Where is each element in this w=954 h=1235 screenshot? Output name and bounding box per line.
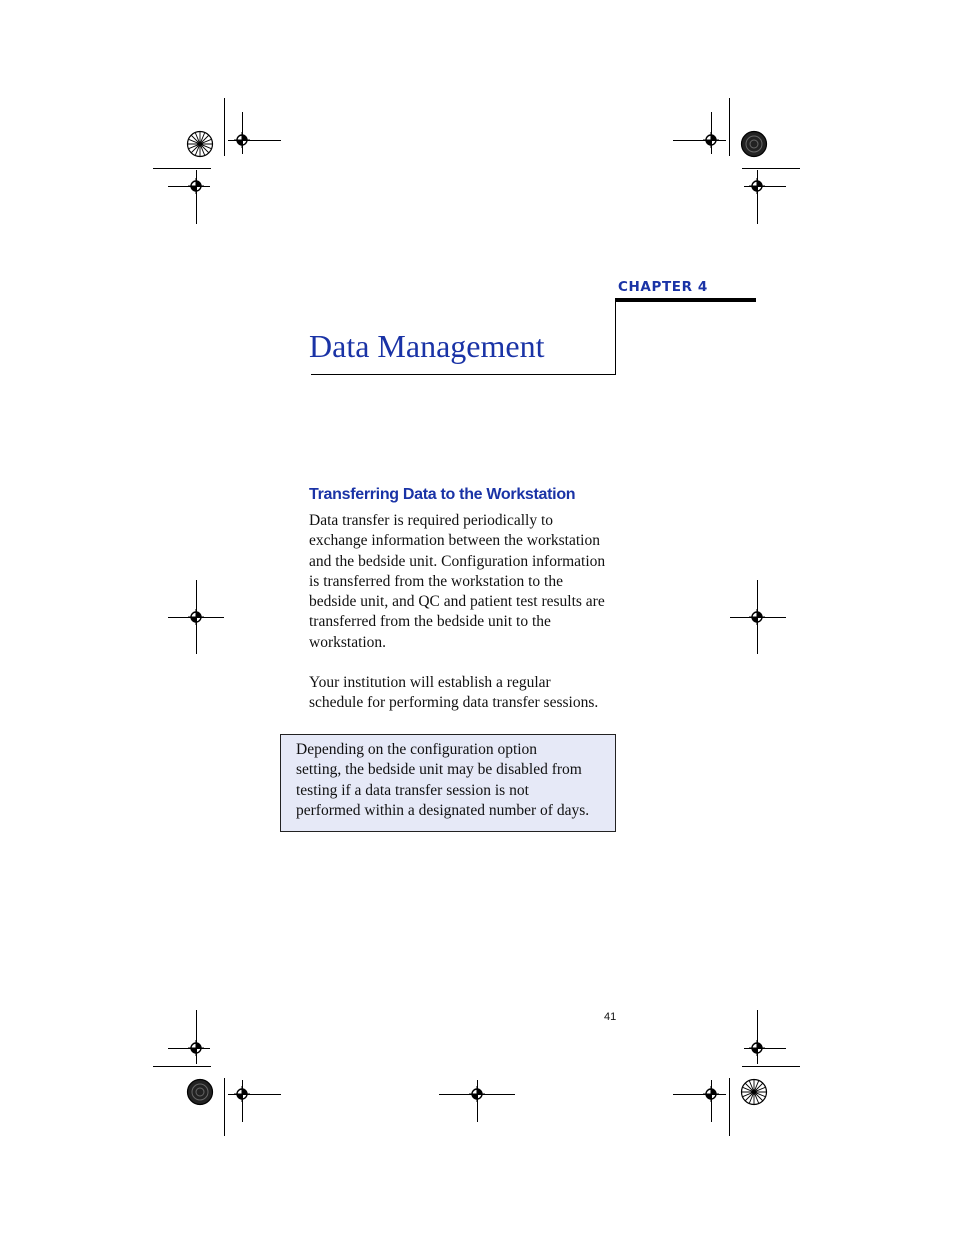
- crop-mark: [742, 168, 800, 169]
- text-line: transferred from the bedside unit to the: [309, 613, 551, 631]
- crop-mark: [153, 168, 211, 169]
- crop-mark: [153, 1066, 211, 1067]
- text-line: is transferred from the workstation to the: [309, 572, 563, 590]
- chapter-label: CHAPTER 4: [618, 279, 708, 295]
- text-line: setting, the bedside unit may be disabled from: [296, 761, 582, 779]
- text-line: Data transfer is required periodically to: [309, 512, 554, 529]
- note-text: [296, 740, 589, 821]
- text-line: exchange information between the workstation: [309, 532, 600, 550]
- registration-mark-icon: [234, 132, 250, 148]
- registration-mark-icon: [469, 1086, 485, 1102]
- registration-mark-icon: [749, 178, 765, 194]
- registration-mark-icon: [703, 1086, 719, 1102]
- color-bar-light-icon: [740, 1078, 768, 1106]
- chapter-rule: [615, 298, 756, 302]
- note-box: [280, 734, 616, 832]
- body-paragraph-2: [309, 673, 629, 714]
- crop-mark: [742, 1066, 800, 1067]
- page-number: 41: [604, 1011, 617, 1023]
- text-line: performed within a designated number of days.: [296, 801, 590, 819]
- color-bar-dark-icon: [186, 1078, 214, 1106]
- text-line: testing if a data transfer session is not: [296, 781, 529, 799]
- text-line: bedside unit, and QC and patient test results are: [309, 593, 605, 611]
- section-heading: Transferring Data to the Workstation: [309, 486, 576, 503]
- registration-mark-icon: [188, 178, 204, 194]
- color-bar-light-icon: [186, 130, 214, 158]
- registration-mark-icon: [749, 1040, 765, 1056]
- registration-mark-icon: [234, 1086, 250, 1102]
- crop-mark: [729, 1078, 730, 1136]
- title-underline-rule: [311, 374, 616, 375]
- registration-mark-icon: [188, 609, 204, 625]
- text-line: Depending on the configuration option: [296, 741, 538, 758]
- registration-mark-icon: [188, 1040, 204, 1056]
- color-bar-dark-icon: [740, 130, 768, 158]
- crop-mark: [729, 98, 730, 156]
- chapter-title: Data Management: [309, 328, 545, 364]
- text-line: and the bedside unit. Configuration information: [309, 552, 606, 570]
- title-frame-vertical-rule: [615, 301, 616, 375]
- registration-mark-icon: [749, 609, 765, 625]
- text-line: workstation.: [309, 633, 387, 651]
- crop-mark: [224, 98, 225, 156]
- text-line: Your institution will establish a regular: [309, 674, 551, 691]
- body-paragraph-1: [309, 511, 629, 653]
- crop-mark: [224, 1078, 225, 1136]
- registration-mark-icon: [703, 132, 719, 148]
- text-line: schedule for performing data transfer sessions.: [309, 694, 599, 712]
